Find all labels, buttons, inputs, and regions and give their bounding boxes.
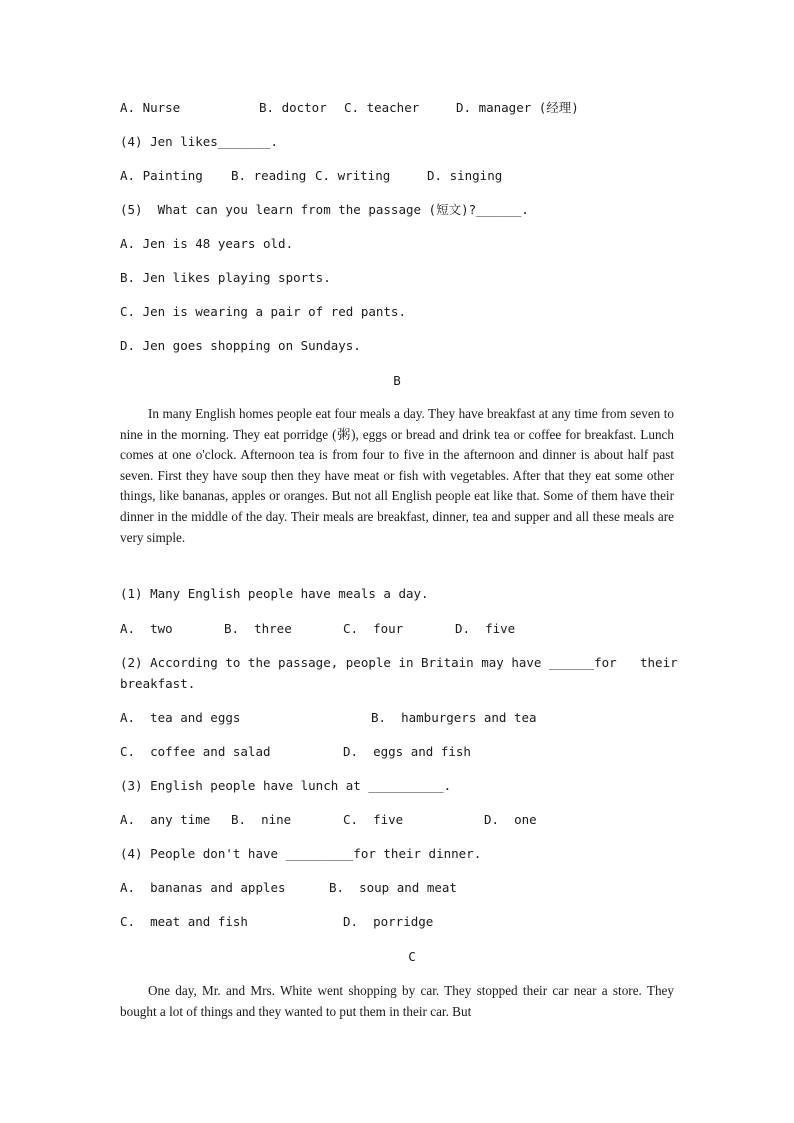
b-q4-option-c: C. meat and fish [120, 914, 248, 929]
a-q4-option-c: C. writing [315, 168, 391, 183]
b-q3-option-a: A. any time [120, 812, 211, 827]
a-q5-stem: (5) What can you learn from the passage (短文)?______. [120, 202, 529, 217]
a-q5-option-b: B. Jen likes playing sports. [120, 270, 331, 285]
section-c-passage [120, 981, 674, 1022]
b-q2-option-a: A. tea and eggs [120, 710, 241, 725]
b-q2-option-c: C. coffee and salad [120, 744, 271, 759]
a-q4-option-d: D. singing [427, 168, 503, 183]
b-q3-option-b: B. nine [231, 812, 292, 827]
a-q3-option-b: B. doctor [259, 100, 327, 115]
b-q4-option-d: D. porridge [343, 914, 434, 929]
a-q5-option-a: A. Jen is 48 years old. [120, 236, 294, 251]
b-q2-stem-line1: (2) According to the passage, people in Britain may have ______for [120, 655, 617, 670]
b-q3-option-d: D. one [484, 812, 537, 827]
b-q2-stem-line2: breakfast. [120, 676, 196, 691]
b-q4-option-b: B. soup and meat [329, 880, 457, 895]
a-q5-option-c: C. Jen is wearing a pair of red pants. [120, 304, 406, 319]
section-b-passage-text: In many English homes people eat four meals a day. They have breakfast at any time from seven to nine in the morning. They eat porridge (粥), eggs or bread and drink tea or coffee for breakfast. Lunch comes at one o'clock. Afternoon tea is from four to five in the afternoon and dinner is about half past seven. First they have soup then they have meat or fish with vegetables. After that they eat some other things, like bananas, apples or oranges. But not all English people eat like that. Some of them have their dinner in the middle of the day. Their meals are breakfast, dinner, tea and supper and all these meals are very simple. [120, 406, 674, 545]
b-q2-stem-line1-end: their [640, 655, 678, 670]
b-q1-option-d: D. five [455, 621, 516, 636]
b-q4-option-a: A. bananas and apples [120, 880, 286, 895]
a-q3-option-a: A. Nurse [120, 100, 181, 115]
a-q4-option-b: B. reading [231, 168, 307, 183]
b-q4-stem: (4) People don't have _________for their dinner. [120, 846, 482, 861]
b-q1-stem: (1) Many English people have meals a day. [120, 586, 429, 601]
a-q4-option-a: A. Painting [120, 168, 203, 183]
b-q2-option-b: B. hamburgers and tea [371, 710, 537, 725]
b-q1-option-a: A. two [120, 621, 173, 636]
b-q3-stem: (3) English people have lunch at __________. [120, 778, 452, 793]
a-q3-option-c: C. teacher [344, 100, 420, 115]
b-q1-option-c: C. four [343, 621, 404, 636]
a-q3-option-d: D. manager (经理) [456, 100, 579, 115]
b-q2-option-d: D. eggs and fish [343, 744, 471, 759]
section-c-heading: C [408, 949, 416, 964]
b-q3-option-c: C. five [343, 812, 404, 827]
section-b-passage [120, 404, 674, 548]
a-q4-stem: (4) Jen likes_______. [120, 134, 279, 149]
b-q1-option-b: B. three [224, 621, 292, 636]
section-c-passage-text: One day, Mr. and Mrs. White went shopping by car. They stopped their car near a store. They bought a lot of things and they wanted to put them in their car. But [120, 983, 674, 1019]
section-b-heading: B [393, 373, 401, 388]
a-q5-option-d: D. Jen goes shopping on Sundays. [120, 338, 361, 353]
